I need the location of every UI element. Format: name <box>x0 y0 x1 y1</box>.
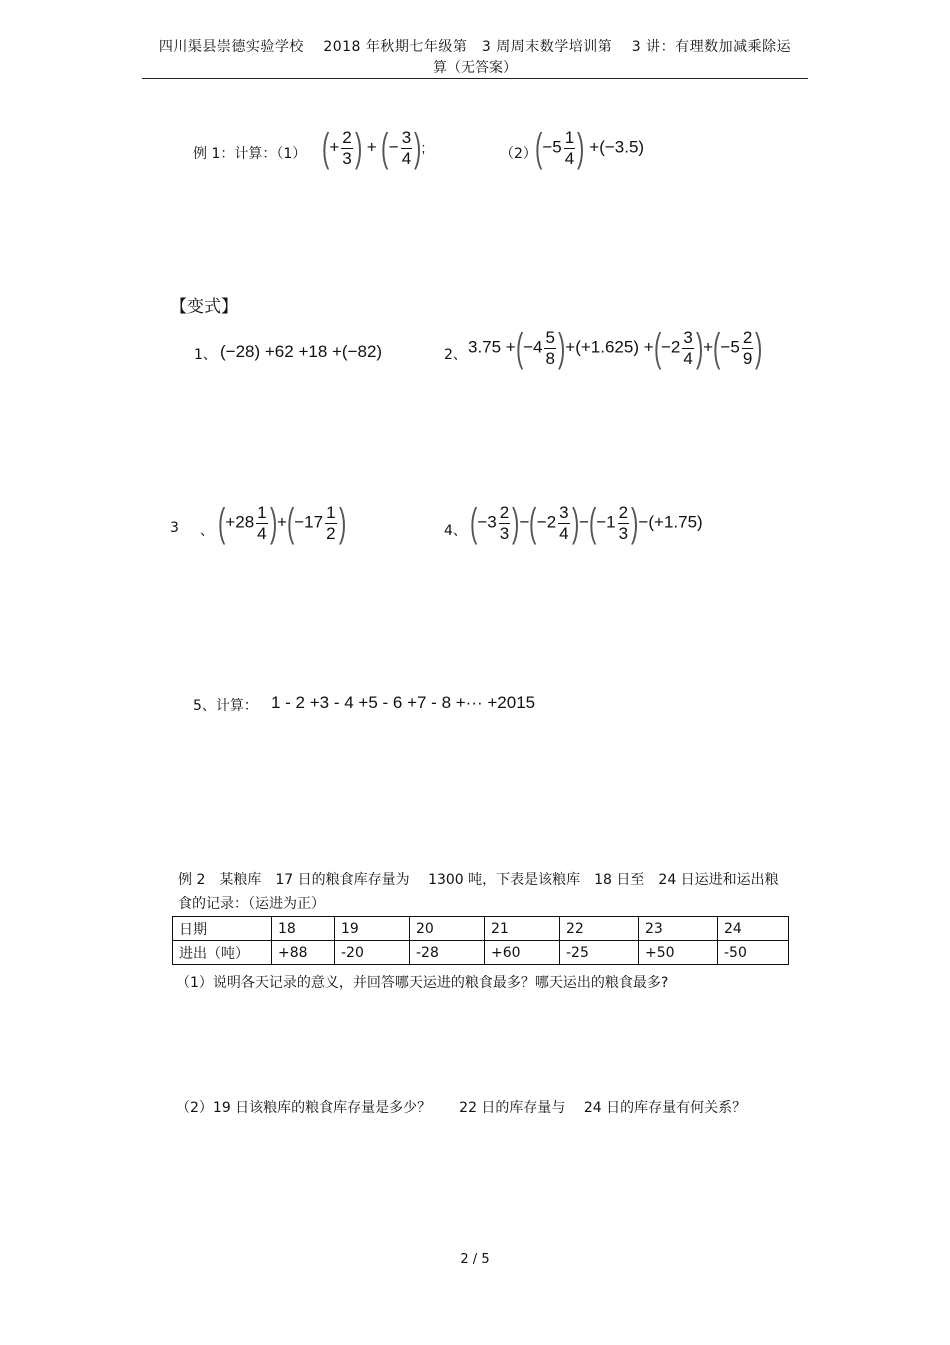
item4-label: 4、 <box>444 523 467 539</box>
item1-label: 1、 <box>194 347 217 363</box>
example2-line2: 食的记录：（运进为正） <box>178 896 325 912</box>
table-cell: 日期 <box>173 917 272 941</box>
grain-record-table <box>172 916 789 965</box>
table-cell: +88 <box>272 941 335 965</box>
item5-label: 5、计算： <box>193 698 258 714</box>
header-divider <box>142 78 808 79</box>
table-cell: 23 <box>639 917 718 941</box>
table-cell: 21 <box>485 917 560 941</box>
table-row <box>173 941 789 965</box>
table-cell: 进出（吨） <box>173 941 272 965</box>
table-cell: -25 <box>560 941 639 965</box>
example1-label2: （2） <box>500 146 537 162</box>
item2-expression: 3.75 +(−4 $\frac{5}{8}$ )+(+1.625) +(−2 $\frac{3}{4}$ )+(−5 $\frac{2}{9}$ ) <box>468 326 763 371</box>
table-cell: 24 <box>718 917 789 941</box>
item2-label: 2、 <box>444 347 467 363</box>
table-cell: +60 <box>485 941 560 965</box>
table-cell: 20 <box>410 917 485 941</box>
document-header-line2: 算（无答案） <box>433 60 517 76</box>
page-number: 2 / 5 <box>460 1252 490 1267</box>
item3-number: 3 <box>170 520 179 536</box>
example2-question2: （2）19 日该粮库的粮食库存量是多少？ 22 日的库存量与 24 日的库存量有何关系？ <box>176 1100 747 1116</box>
example2-line1: 例 2 某粮库 17 日的粮食库存量为 1300 吨，下表是该粮库 18 日至 24 日运进和运出粮 <box>178 872 779 888</box>
item4-expression: (−3 $\frac{2}{3}$ )−(−2 $\frac{3}{4}$ )−(−1 $\frac{2}{3}$ )−(+1.75) <box>469 501 703 546</box>
example2-question1: （1）说明各天记录的意义，并回答哪天运进的粮食最多？哪天运出的粮食最多? <box>176 975 669 991</box>
item1-expression: (−28) +62 +18 +(−82) <box>220 342 383 361</box>
document-header-line1: 四川渠县崇德实验学校 2018 年秋期七年级第 3 周周末数学培训第 3 讲：有理数加减乘除运 <box>158 39 792 55</box>
table-cell: 18 <box>272 917 335 941</box>
table-header-row <box>173 917 789 941</box>
table-cell: +50 <box>639 941 718 965</box>
table-cell: -50 <box>718 941 789 965</box>
table-cell: 22 <box>560 917 639 941</box>
example1-expression2: (−5 $\frac{1}{4}$ ) +(−3.5) <box>534 126 645 171</box>
table-cell: -20 <box>335 941 410 965</box>
item5-expression: 1 - 2 +3 - 4 +5 - 6 +7 - 8 +··· +2015 <box>271 693 536 712</box>
table-cell: 19 <box>335 917 410 941</box>
item3-separator: 、 <box>200 523 214 539</box>
variant-title: 【变式】 <box>170 297 238 317</box>
example1-label: 例 1：计算：（1） <box>193 146 307 162</box>
item3-expression: (+28 $\frac{1}{4}$ )+(−17 $\frac{1}{2}$ ) <box>217 501 346 546</box>
table-cell: -28 <box>410 941 485 965</box>
example1-expression1: (+ $\frac{2}{3}$ ) + (− $\frac{3}{4}$ ); <box>321 126 426 171</box>
